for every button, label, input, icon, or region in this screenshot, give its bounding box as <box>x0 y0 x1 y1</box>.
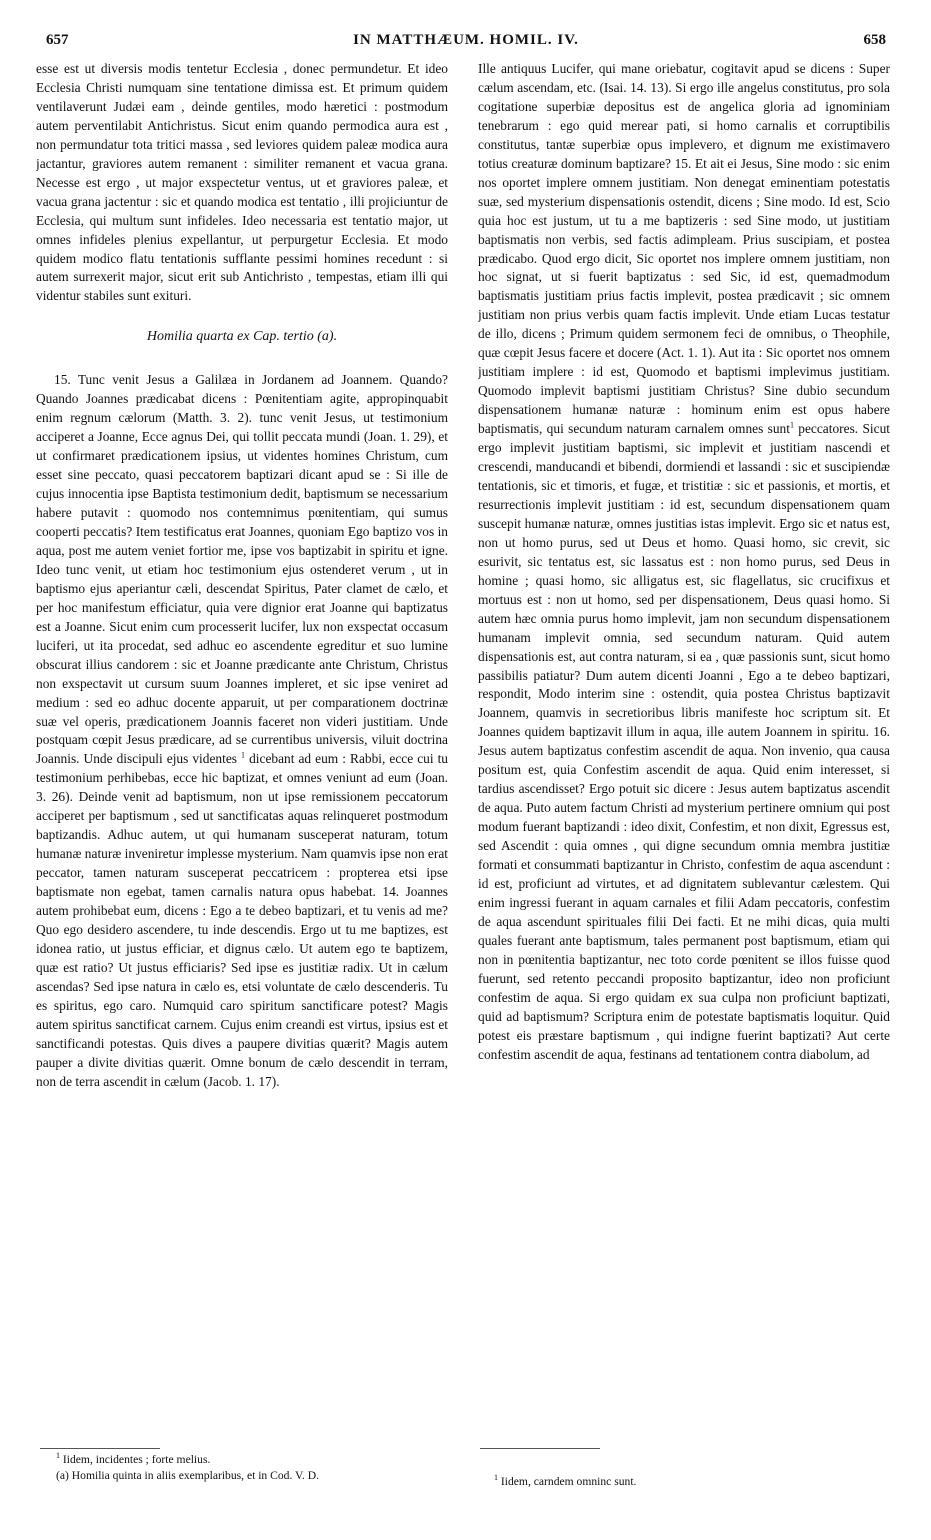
footnote <box>494 1474 636 1490</box>
paragraph-text: dicebant ad eum : Rabbi, ecce cui tu testimonium perhibebas, ecce hic baptizat, et omnes veniunt ad eum (Joan. 3. 26). Deinde venit ad baptismum, non ut ipse remissionem peccatorum acciperet per baptismum , sed ut sanctificatas aquas relinqueret postmodum baptizandis. Adhuc autem, ut qui humanam susceperat naturam, totum humanæ naturæ inveniretur implesse mysterium. Nam quamvis ipse non erat peccator, tamen naturam susceperat peccatricem : propterea etsi ipse baptismate non egebat, tamen carnalis natura opus habebat. 14. Joannes autem prohibebat eum, dicens : Ego a te debeo baptizari, et tu venis ad me? Quo ego desidero ascendere, tu inde descendis. Ergo ut tu me baptizes, est idonea ratio, ut justus efficiar, et dignus cælo. Ut autem ego te baptizem, quæ est ratio? Ut justus efficiaris? Sed ipse es justitiæ radix. Ut in cælum ascendas? Sed ipse natura in cælo es, etsi voluntate de cælo descenderis. Tu es spiritus, ego caro. Numquid caro spiritum sanctificare potest? Magis autem spiritus sanctificat carnem. Cujus enim creandi est virtus, ipsius est et sanctificandi potestas. Quis dives a paupere divitias quærit? Magis autem pauper a divite divitias quærit. Omne bonum de cælo descendit in terram, non de terra ascendit in cælum (Jacob. 1. 17). <box>36 751 448 1089</box>
section-heading: Homilia quarta ex Cap. tertio (a). <box>146 329 338 345</box>
right-column <box>478 60 890 1470</box>
paragraph: esse est ut diversis modis tentetur Ecclesia , donec permundetur. Et ideo Ecclesia Christi numquam sine tentatione dimissa est. Et primum quidem ventilaverunt Judæi eam , deinde gentiles, modo hæretici : postmodum autem perventilabit Antichristus. Sicut enim quando permodica aura est , non permundatur tota tritici massa , sed leviores quidem paleæ modica aura jactantur, graviores autem remanent : similiter remanent et vacua grana. Necesse est ergo , ut major exspectetur ventus, ut et graviores paleæ, et vacua grana jactentur : sic et quando modica est tentatio , illi projiciuntur de Ecclesia, qui multum sunt infideles. Ideo necessaria est tentatio major, ut omnes infideles plenius expellantur, ut perpurgetur Ecclesia. Et modo quidem modico flatu tentationis sufflante pessimi homines recedunt : si autem surrexerit major, sicut erit sub Antichristo , tempestas, etiam illi qui videntur stabiles sunt exituri. <box>36 61 448 304</box>
footnote-text: Iidem, carndem omninc sunt. <box>500 1475 637 1488</box>
left-column <box>36 60 448 1470</box>
footnote-rule <box>480 1448 600 1449</box>
footnote <box>56 1468 319 1484</box>
footnote <box>56 1452 210 1468</box>
footnote-marker: 1 <box>789 420 794 430</box>
paragraph-text: 15. Tunc venit Jesus a Galilæa in Jordanem ad Joannem. Quando? Quando Joannes prædicabat dicens : Pœnitentiam agite, appropinquabit enim regnum cælorum (Matth. 3. 2). tunc venit Jesus, ut testimonium acciperet a Joanne, Ecce agnus Dei, qui tollit peccata mundi (Joan. 1. 29), et ut confirmaret prædicationem ipsius, ut videntes homines Christum, cum esset sine peccato, quasi peccatorem baptizari dicant apud se : Si ille de cujus innocentia ipse Baptista testimonium dedit, baptismum se necessarium habere putavit : quomodo nos contemnimus pœnitentiam, qui sumus cooperti peccatis? Item testificatus erat Joannes, quoniam Ego baptizo vos in aqua, post me autem veniet fortior me, ipse vos baptizabit in spiritu et igne. Ideo tunc venit, ut etiam hoc testimonium ejus ostenderet verum , ut in baptismo ejus aperiantur cæli, descendat Spiritus, Pater clamet de cælo, et per hoc manifestum efficiatur, quia vere dignior erat Joanne qui baptizatus est a Joanne. Sicut enim cum processerit lucifer, lux non exspectat occasum luciferi, ut ita procedat, sed adhuc eo ascendente egreditur et suo lumine obscurat illius candorem : sic et Joanne prædicante ante Christum, Christus non exspectavit ut cursum suum Joannes impleret, et sic ipse veniret ad medium : sed eo adhuc docente apparuit, ut per comparationem doctrinæ suæ vel operis, prædicationem Joannis faceret non videri justitiam. Unde postquam cœpit Jesus prædicare, ad se currentibus universis, viluit doctrina Joannis. Unde discipuli ejus videntes <box>36 372 448 767</box>
page-number-right: 658 <box>863 32 886 48</box>
footnote-marker: (a) <box>56 1469 69 1482</box>
running-title: IN MATTHÆUM. HOMIL. IV. <box>353 32 579 48</box>
running-header <box>46 32 886 56</box>
paragraph-text: Ille antiquus Lucifer, qui mane oriebatur, cogitavit apud se dicens : Super cælum ascendam, etc. (Isai. 14. 13). Si ergo ille angelus constitutus, pro sola cogitatione superbiæ depositus est de angelica gloria ad ignominiam tenebrarum : ego quid merear pati, si homo carnalis et corruptibilis constitutus, tantæ superbiæ opus implevero, et dignum me existimavero totius creaturæ dominum baptizare? 15. Et ait ei Jesus, Sine modo : sic enim nos oportet implere omnem justitiam. Non denegat eminentiam potestatis suæ, sed mysterium dispensationis ostendit, dicens ; Sine modo. Id est, Scio quia hoc est justum, ut tu a me baptizeris : sed Sine modo, ut justitiam baptismatis non verbis, sed factis adimpleam. Prius suscipiam, et postea prædicabo. Quod ergo dicit, Sic oportet nos implere omnem justitiam, non hoc signat, ut si fuerit baptizatus : sed Sic, id est, quemadmodum baptismatis justitiam prius factis implevit, postea prædicavit ; sic omnem justitiam non prius verbis quam factis implevit. Unde etiam Lucas testatur de illo, dicens ; Primum quidem sermonem feci de omnibus, o Theophile, quæ cœpit Jesus facere et docere (Act. 1. 1). Aut ita : Sic oportet nos omnem justitiam implere : id est, Quomodo et baptismi implevimus justitiam. Quomodo implevit baptismi justitiam Christus? Sine dubio secundum dispensationem humanæ naturæ : hominum enim est opus habere baptismatis, qui secundum naturam carnalem omnes sunt <box>478 61 890 437</box>
paragraph <box>36 371 448 1091</box>
footnote-rule <box>40 1448 160 1449</box>
footnote-text: Homilia quinta in aliis exemplaribus, et in Cod. V. D. <box>71 1469 319 1482</box>
footnote-marker: 1 <box>56 1451 60 1461</box>
footnote-marker: 1 <box>241 750 246 760</box>
paragraph <box>478 60 890 1065</box>
paragraph-text: peccatores. Sicut ergo implevit justitiam baptismi, sic implevit et justitiam nascendi et crescendi, manducandi et bibendi, dormiendi et lassandi : sic et suscipiendæ tentationis, sic et timoris, et fugæ, et tristitiæ : sic et passionis, et mortis, et resurrectionis implevit justitiam : id est, secundum dispensationem quam suscepit humanæ naturæ, omnes justitias istas implevit. Ergo sic et natus est, non ut homo purus, sed ut Deus et homo. Quasi homo, sic crevit, sic esurivit, sic tentatus est, sic lassatus est : non homo purus, sed Deus in homine ; quasi homo, sic alligatus est, sic flagellatus, sic crucifixus et mortuus est : non ut homo, sed per dispensationem, Deus quasi homo. Si autem hæc omnia purus homo implevit, jam non secundum dispensationem humanam implevit omnia, sed secundum naturam. Quid autem dispensationis est, aut contra naturam, si ea , quæ passionis sunt, sicut homo passibilis patiatur? Dum autem dicenti Joanni , Ego a te debeo baptizari, respondit, Modo interim sine : ostendit, quia postea Christus baptizavit Joannem, quamvis in secretioribus libris manifeste hoc scriptum sit. Et Joannes quidem baptizavit illum in aqua, ille autem Joannem in spiritu. 16. Jesus autem baptizatus confestim ascendit de aqua. Non invenio, qua causa positum est, quia Confestim ascendit de aqua. Quid enim interesset, si tardius ascendisset? Ergo potuit sic dicere : Jesus autem baptizatus ascendit de aqua. Puto autem factum Christi ad mysterium pertinere omnium qui post modum fuerant baptizandi : ideo dixit, Confestim, et non dixit, Egressus est, sed Ascendit : quia omnes , qui digne secundum omnia membra justitiæ formati et consummati baptizantur in Christo, confestim de aqua ascendunt : id est, proficiunt ad virtutes, et ad dignitatem sublevantur cælestem. Qui enim ingressi fuerant in aquam carnales et filii Adam peccatoris, confestim de aqua ascendunt spirituales filii Dei facti. Et ne mihi dicas, quia multi quales fuerant ante baptismum, tales permanent post baptismum, etiam qui non in pœnitentia baptizantur, nec toto corde pœnitent se illos fuisse quod fuerunt, sed retento peccandi proposito baptizantur, ideo non proficiunt confestim de aqua. Si ergo quidam ex sua culpa non proficiunt baptizati, quid ad baptismum? Scriptura enim de potestate baptismatis loquitur. Quid potest eis præstare baptismum , qui indigne fuerint baptizati? Aut certe confestim ascendit de aqua, festinans ad tentationem contra diabolum, ad <box>478 421 890 1062</box>
page-number-left: 657 <box>46 32 69 48</box>
footnote-marker: 1 <box>494 1473 498 1483</box>
footnote-text: Iidem, incidentes ; forte melius. <box>62 1453 211 1466</box>
